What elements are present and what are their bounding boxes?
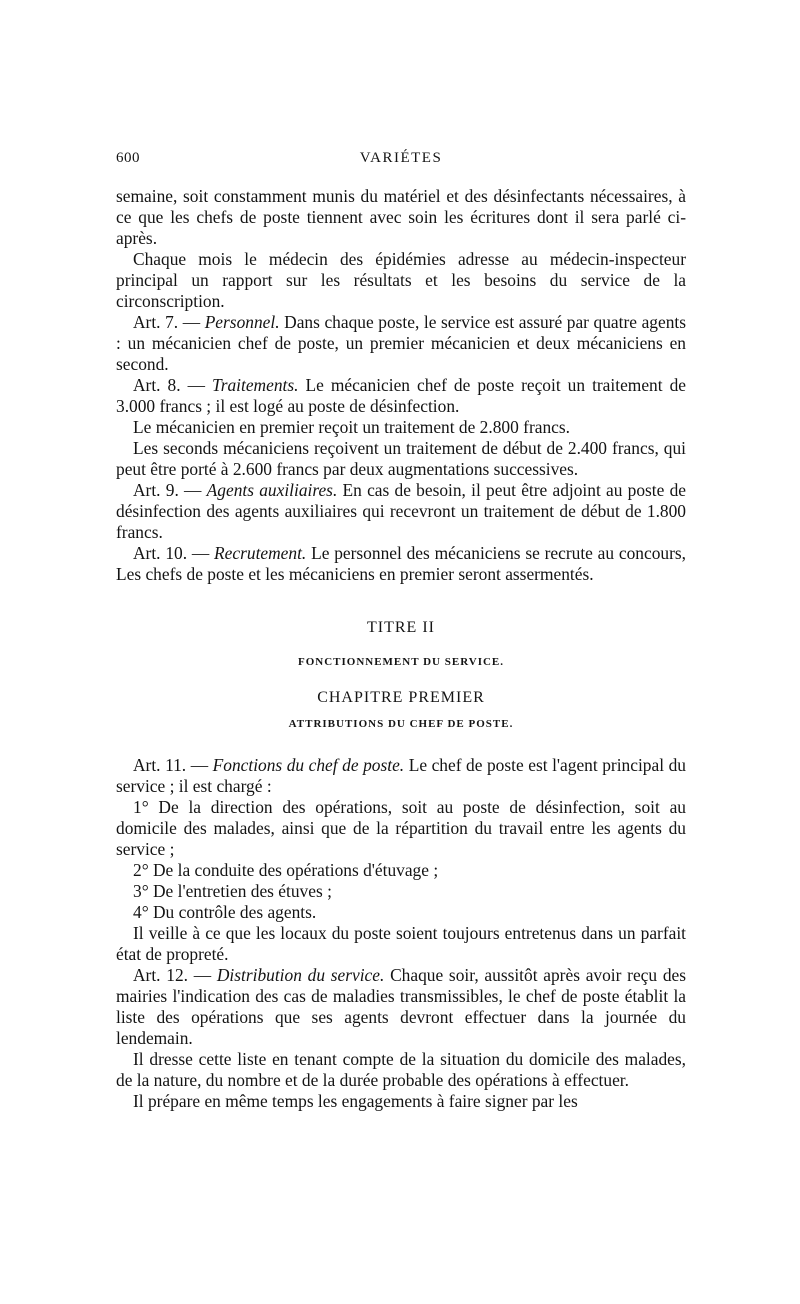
article-text: Le mécanicien chef de poste reçoit un traitement de 3.000 francs ; il est logé au poste de désinfection.: [116, 375, 686, 416]
article-7: [116, 312, 686, 375]
article-12: [116, 965, 686, 1049]
article-text: Le personnel des mécaniciens se recrute au concours, Les chefs de poste et les mécaniciens en premier seront assermentés.: [116, 543, 686, 584]
running-title: VARIÉTES: [359, 150, 443, 166]
paragraph: Il veille à ce que les locaux du poste soient toujours entretenus dans un parfait état de propreté.: [116, 923, 686, 964]
article-lead: Art. 12. —: [133, 965, 217, 985]
article-heading: Recrutement.: [214, 543, 307, 563]
list-item: 4° Du contrôle des agents.: [133, 902, 317, 922]
article-heading: Agents auxiliaires.: [206, 480, 338, 500]
paragraph: Le mécanicien en premier reçoit un traitement de 2.800 francs.: [133, 417, 570, 437]
article-heading: Fonctions du chef de poste.: [212, 755, 405, 775]
article-lead: Art. 8. —: [133, 375, 212, 395]
paragraph: semaine, soit constamment munis du matériel et des désinfectants nécessaires, à ce que les chefs de poste tiennent avec soin les écritures dont il sera parlé ci-après.: [116, 186, 686, 248]
page-number: 600: [116, 150, 140, 166]
article-9: [116, 480, 686, 543]
title-heading: TITRE II: [367, 619, 435, 636]
list-item: 3° De l'entretien des étuves ;: [133, 881, 332, 901]
title-subheading: FONCTIONNEMENT DU SERVICE.: [297, 656, 505, 668]
article-8: [116, 375, 686, 417]
paragraph: Les seconds mécaniciens reçoivent un traitement de début de 2.400 francs, qui peut être porté à 2.600 francs par deux augmentations successives.: [116, 438, 686, 479]
chapter-heading: CHAPITRE PREMIER: [317, 689, 485, 706]
article-lead: Art. 11. —: [133, 755, 213, 775]
article-lead: Art. 9. —: [133, 480, 207, 500]
paragraph: Il prépare en même temps les engagements à faire signer par les: [133, 1091, 578, 1111]
article-text: Chaque soir, aussitôt après avoir reçu des mairies l'indication des cas de maladies transmissibles, le chef de poste établit la liste des opérations que ses agents devront effectuer dans la journée du lendemain.: [116, 965, 686, 1048]
paragraph: Chaque mois le médecin des épidémies adresse au médecin-inspecteur principal un rapport sur les résultats et les besoins du service de la circonscription.: [116, 249, 686, 311]
article-11: [116, 755, 686, 797]
page-body: [116, 186, 686, 1112]
article-text: En cas de besoin, il peut être adjoint au poste de désinfection des agents auxiliaires qui recevront un traitement de début de 1.800 francs.: [116, 480, 686, 542]
article-lead: Art. 10. —: [133, 543, 215, 563]
article-text: Dans chaque poste, le service est assuré par quatre agents : un mécanicien chef de poste, un premier mécanicien et deux mécaniciens en second.: [116, 312, 686, 374]
chapter-subheading: ATTRIBUTIONS DU CHEF DE POSTE.: [288, 718, 514, 730]
article-heading: Personnel.: [204, 312, 280, 332]
list-item: 2° De la conduite des opérations d'étuvage ;: [133, 860, 439, 880]
article-text: Le chef de poste est l'agent principal du service ; il est chargé :: [116, 755, 686, 796]
article-10: [116, 543, 686, 585]
paragraph: Il dresse cette liste en tenant compte de la situation du domicile des malades, de la nature, du nombre et de la durée probable des opérations à effectuer.: [116, 1049, 686, 1090]
article-lead: Art. 7. —: [133, 312, 205, 332]
page-header: [116, 150, 686, 170]
article-heading: Distribution du service.: [216, 965, 385, 985]
list-item: 1° De la direction des opérations, soit au poste de désinfection, soit au domicile des malades, ainsi que de la répartition du travail entre les agents du service ;: [116, 797, 686, 859]
article-heading: Traitements.: [211, 375, 299, 395]
